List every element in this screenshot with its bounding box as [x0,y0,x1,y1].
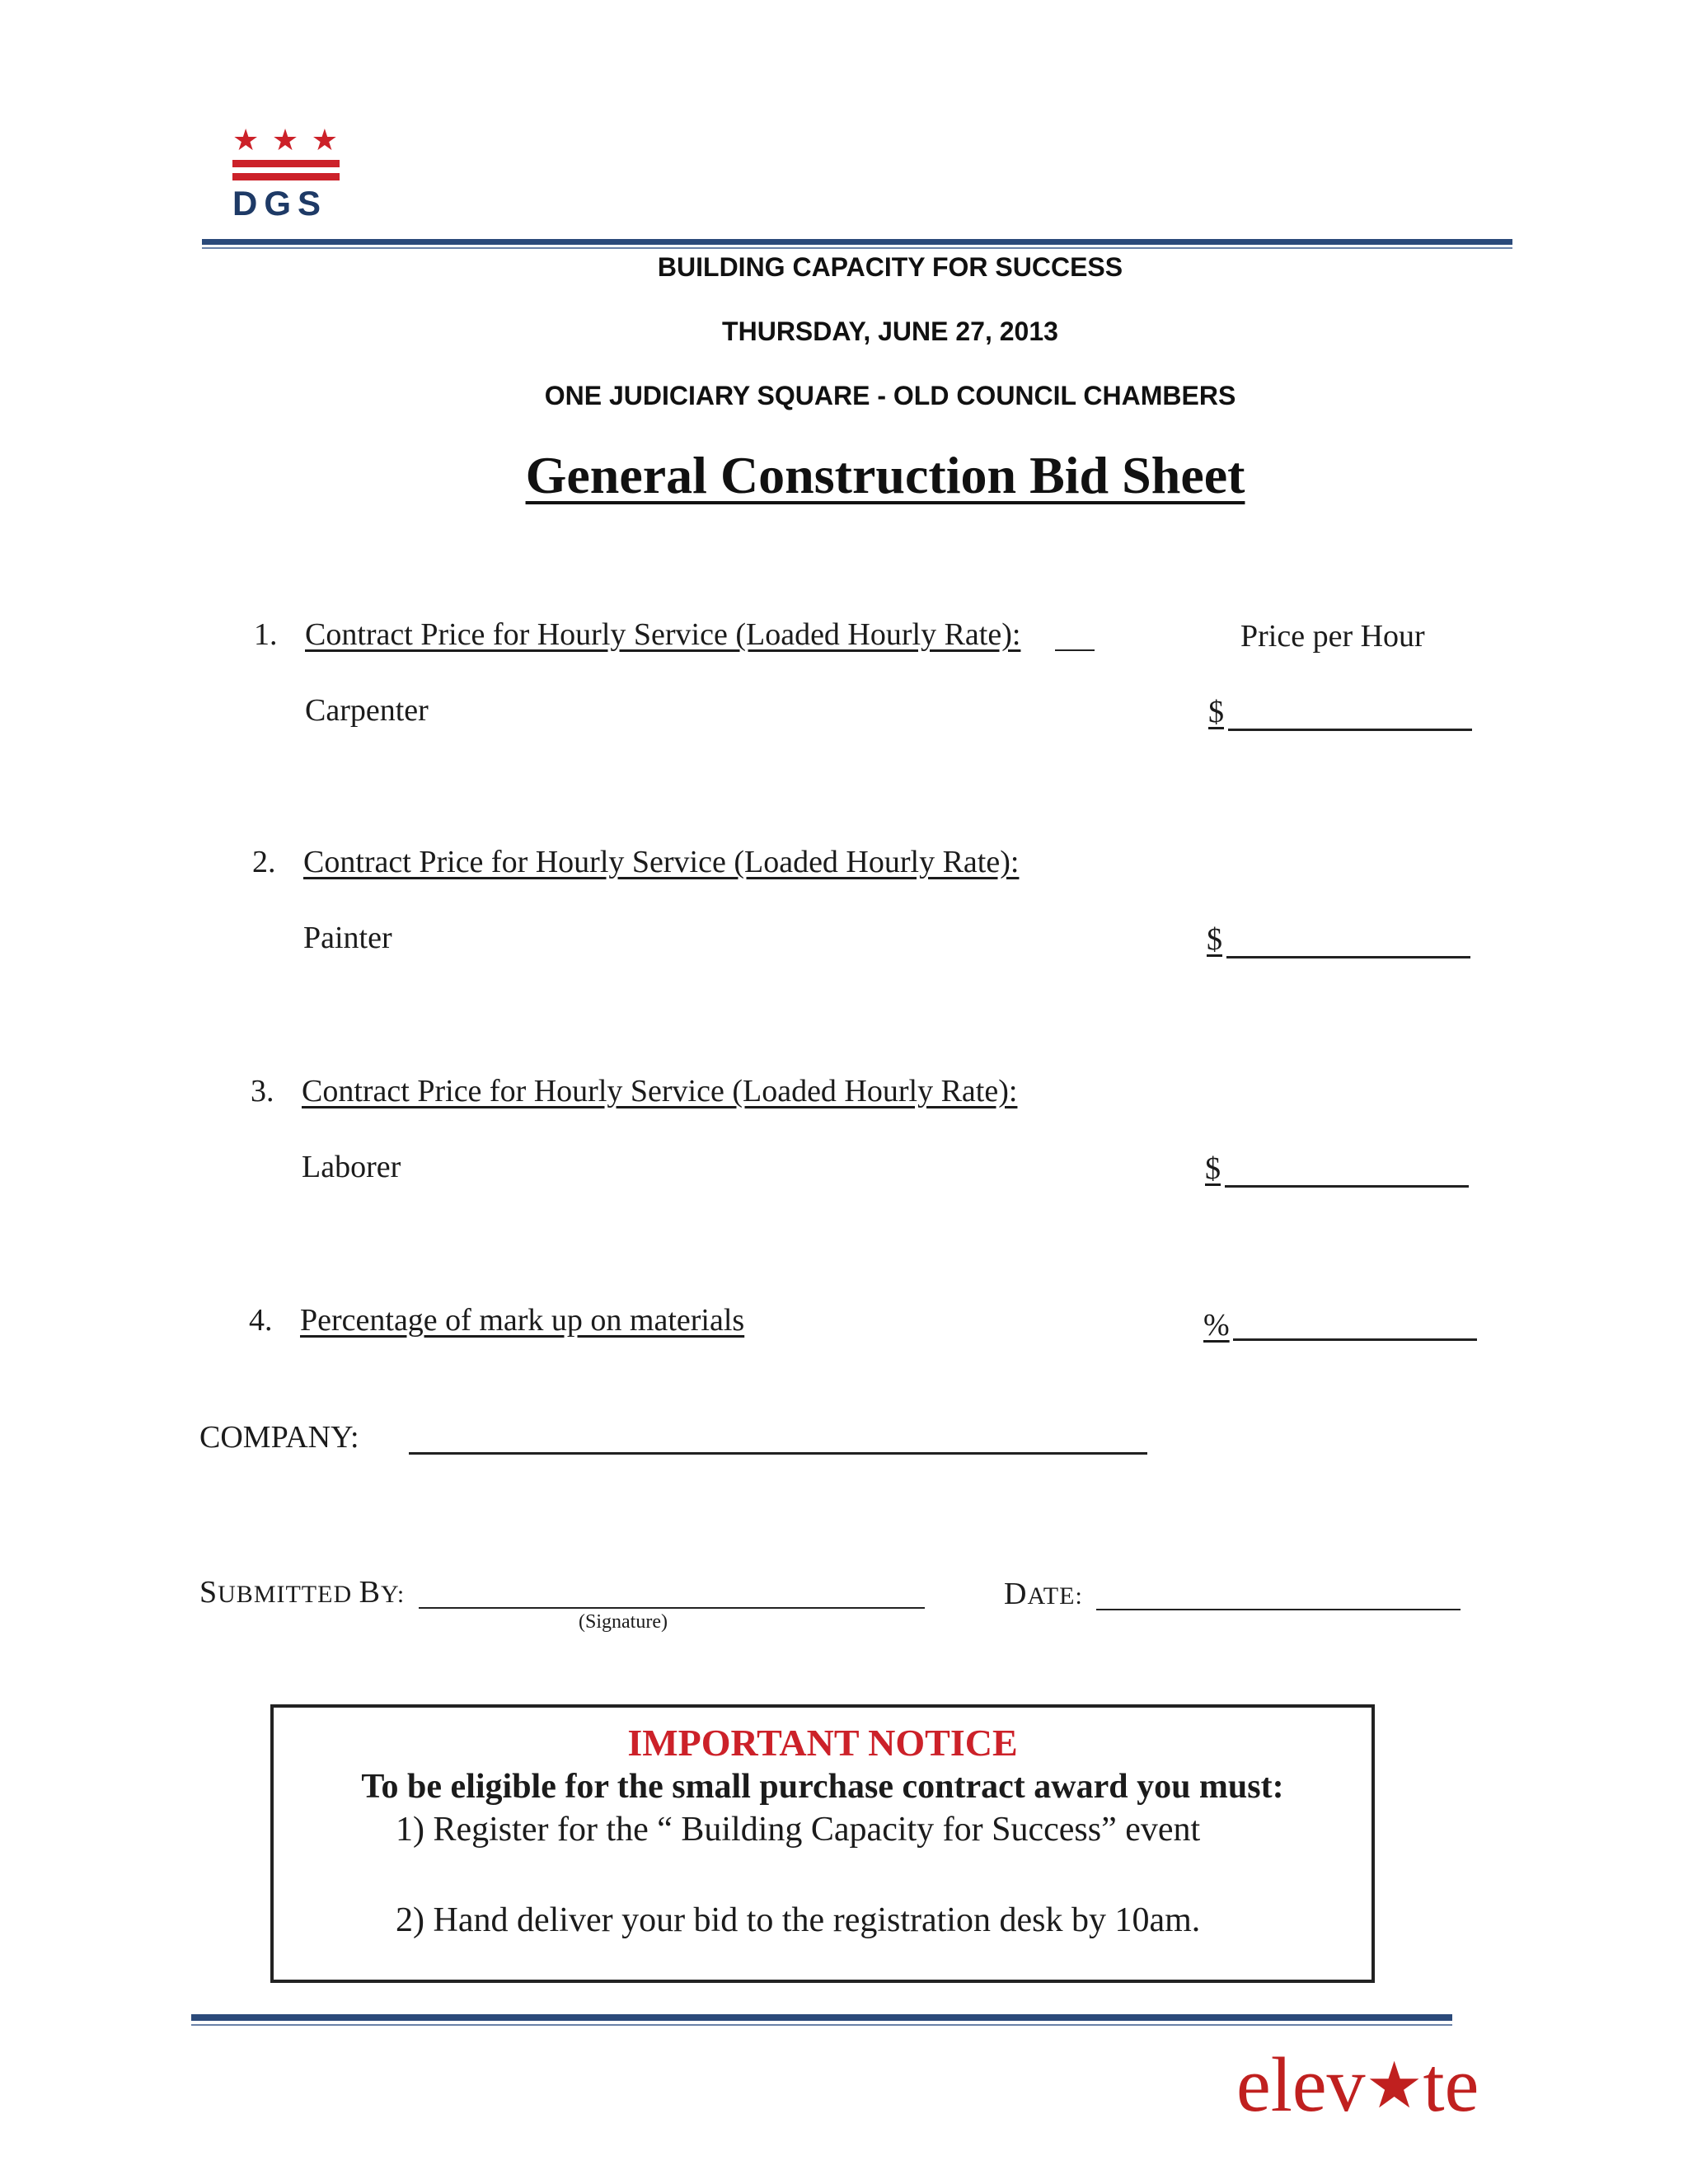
price-column-header: Price per Hour [1240,619,1425,654]
item-label: Contract Price for Hourly Service (Loaded Hourly Rate): [303,845,1020,879]
markup-input-line[interactable] [1233,1338,1477,1341]
trade-name: Laborer [302,1150,401,1184]
submitted-by-label: SUBMITTED BY: [199,1575,406,1610]
percent-symbol: % [1203,1308,1230,1343]
price-input-line[interactable] [1225,1185,1469,1188]
footer-rule-thin [191,2024,1452,2026]
item-label: Contract Price for Hourly Service (Loaded Hourly Rate): [302,1074,1018,1108]
star-icon: ★ [1365,2050,1423,2121]
item-number: 1. [254,617,278,652]
event-location: ONE JUDICIARY SQUARE - OLD COUNCIL CHAMBERS [544,381,1236,410]
signature-input-line[interactable] [419,1607,925,1609]
trade-name: Carpenter [305,693,429,728]
star-icon: ★ [311,124,338,157]
trade-name: Painter [303,921,392,955]
important-notice-box [270,1704,1375,1983]
page-title: General Construction Bid Sheet [525,446,1245,504]
currency-symbol: $ [1205,1151,1221,1186]
label-underline-extension [1055,649,1095,651]
logo-stripe [232,160,340,167]
logo-stars [232,125,338,155]
logo-stripe [232,173,340,180]
item-number: 2. [252,845,276,879]
logo-text: DGS [232,184,328,223]
company-input-line[interactable] [409,1452,1147,1455]
item-label: Contract Price for Hourly Service (Loaded Hourly Rate): [305,617,1021,652]
star-icon: ★ [232,124,260,157]
date-label: DATE: [1004,1577,1083,1611]
elevate-logo: elev★te [1236,2042,1479,2128]
notice-item: 1) Register for the “ Building Capacity for Success” event [396,1811,1201,1849]
star-icon: ★ [271,124,299,157]
price-input-line[interactable] [1226,956,1470,958]
notice-title: IMPORTANT NOTICE [627,1722,1018,1764]
currency-symbol: $ [1207,922,1222,957]
date-input-line[interactable] [1096,1609,1461,1610]
item-number: 4. [249,1303,273,1338]
item-number: 3. [251,1074,274,1108]
notice-subtitle: To be eligible for the small purchase contract award you must: [361,1768,1284,1806]
header-rule [202,239,1512,245]
company-label: COMPANY: [199,1420,359,1455]
footer-rule [191,2014,1452,2021]
header-rule-thin [202,247,1512,249]
event-name: BUILDING CAPACITY FOR SUCCESS [657,252,1123,282]
dgs-logo [232,124,341,223]
notice-item: 2) Hand deliver your bid to the registration desk by 10am. [396,1901,1201,1939]
item-label: Percentage of mark up on materials [300,1303,745,1338]
price-input-line[interactable] [1228,729,1472,731]
currency-symbol: $ [1208,695,1224,729]
signature-note: (Signature) [579,1611,668,1633]
event-date: THURSDAY, JUNE 27, 2013 [722,316,1058,346]
